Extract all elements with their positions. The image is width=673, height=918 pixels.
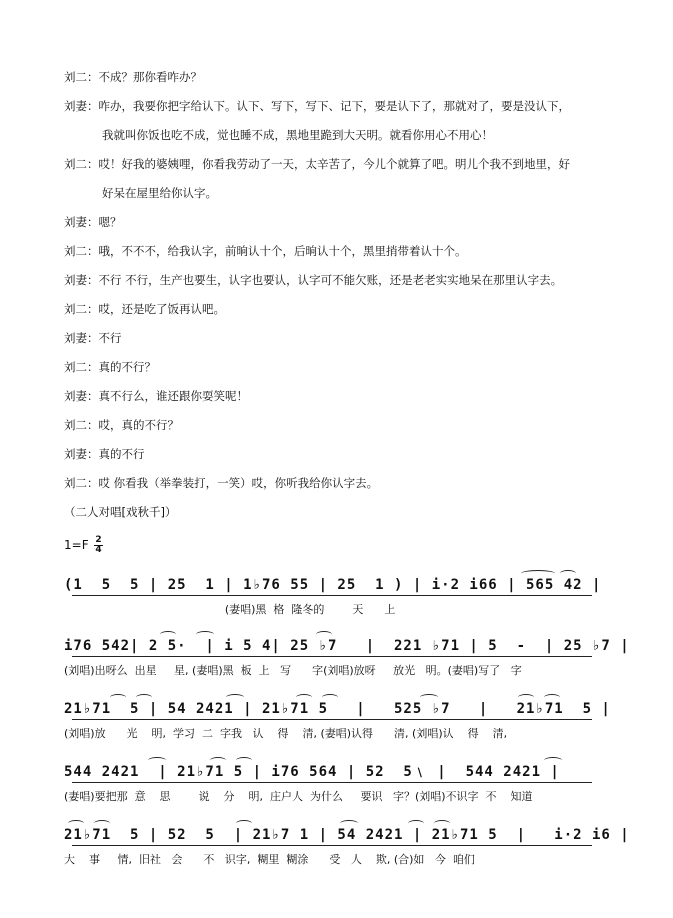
slur-mark <box>226 694 244 701</box>
dialogue-line-continued: 我就叫你饭也吃不成，觉也睡不成，黑地里跪到大天明。就看你用心不用心！ <box>102 128 493 142</box>
slur-mark <box>94 820 110 827</box>
slur-mark <box>296 694 312 701</box>
slur-mark <box>236 757 252 764</box>
score-lyrics-row: (妻唱)黑 格 隆冬的 天 上 <box>64 603 396 616</box>
dialogue-line: 刘妻：不行 不行，生产也要生，认字也要认，认字可不能欠账，还是老老实实地呆在那里认字去。 <box>64 273 563 287</box>
score-notes-row: 21♭71 5 | 52 5 | 21♭7 1 | 54 2421 | 21♭71 5 | i·2 i6 | <box>64 827 630 843</box>
slur-mark <box>68 820 84 827</box>
dialogue-line: 刘二：哎，真的不行？ <box>64 418 179 432</box>
key-signature <box>64 536 103 555</box>
slur-mark <box>196 631 214 638</box>
dialogue-line: 刘妻：不行 <box>64 331 122 345</box>
dialogue-line: 刘二：哎，还是吃了饭再认吧。 <box>64 302 225 316</box>
time-sig-denominator: 4 <box>95 545 102 555</box>
dialogue-line: 刘妻：嗯？ <box>64 215 122 229</box>
slur-mark <box>518 694 534 701</box>
slur-mark <box>236 820 252 827</box>
slur-mark <box>521 570 555 577</box>
slur-mark <box>420 694 438 701</box>
score-lyrics-row: 大 事 情, 旧社 会 不 识字, 糊里 糊涂 受 人 欺, (合)如 今 咱们 <box>64 853 475 866</box>
score-lyrics-row: (刘唱)放 光 明, 学习 二 字我 认 得 清, (妻唱)认得 清, (刘唱)认 得 清, <box>64 727 508 740</box>
time-signature <box>94 536 102 555</box>
section-title: （二人对唱[戏秋千]） <box>64 505 177 519</box>
beam-underline <box>72 595 592 596</box>
score-notes-row: 544 2421 | 21♭71 5 | i76 564 | 52 5﹨ | 544 2421 | <box>64 764 560 780</box>
slur-mark <box>136 694 152 701</box>
score-lyrics-row: (妻唱)要把那 意 思 说 分 明, 庄户人 为什么 要识 字？(刘唱)不识字 不 知道 <box>64 790 533 803</box>
slur-mark <box>210 757 226 764</box>
slur-mark <box>148 757 166 764</box>
dialogue-line: 刘二：不成？那你看咋办？ <box>64 70 202 84</box>
dialogue-line: 刘妻：真的不行 <box>64 447 145 461</box>
dialogue-line-continued: 好呆在屋里给你认字。 <box>102 186 217 200</box>
dialogue-line: 刘二：哦，不不不，给我认字，前晌认十个，后晌认十个，黑里捎带着认十个。 <box>64 244 467 258</box>
beam-underline <box>72 719 592 720</box>
beam-underline <box>72 656 592 657</box>
beam-underline <box>72 845 592 846</box>
score-notes-row: (1 5 5 | 25 1 | 1♭76 55 | 25 1 ) | i·2 i66 | 565 42 | <box>64 577 602 593</box>
slur-mark <box>408 820 424 827</box>
slur-mark <box>544 694 560 701</box>
dialogue-line: 刘二：真的不行？ <box>64 360 156 374</box>
time-sig-numerator: 2 <box>95 535 102 545</box>
slur-mark <box>160 631 176 638</box>
score-notes-row: i76 542| 2 5· | i 5 4| 25 ♭7 | 221 ♭71 | 5 - | 25 ♭7 | <box>64 638 630 654</box>
dialogue-line: 刘妻：真不行么，谁还跟你耍笑呢！ <box>64 389 248 403</box>
slur-mark <box>316 631 332 638</box>
slur-mark <box>110 694 126 701</box>
slur-mark <box>544 757 562 764</box>
dialogue-line: 刘二：哎 你看我（举拳装打，一笑）哎，你听我给你认字去。 <box>64 476 379 490</box>
slur-mark <box>322 694 338 701</box>
slur-mark <box>434 820 450 827</box>
score-lyrics-row: (刘唱)出呀么 出星 星, (妻唱)黑 板 上 写 字(刘唱)放呀 放光 明。(妻唱)写了 字 <box>64 664 522 677</box>
score-notes-row: 21♭71 5 | 54 2421 | 21♭71 5 | 525 ♭7 | 21♭71 5 | <box>64 701 611 717</box>
slur-mark <box>560 570 576 577</box>
beam-underline <box>72 782 592 783</box>
dialogue-line: 刘妻：咋办，我要你把字给认下。认下、写下，写下、记下，要是认下了，那就对了，要是没认下， <box>64 99 570 113</box>
slur-mark <box>340 820 358 827</box>
key-label: 1=F <box>64 538 89 552</box>
dialogue-line: 刘二：哎！好我的婆姨哩，你看我劳动了一天，太辛苦了，今儿个就算了吧。明儿个我不到地里，好 <box>64 157 570 171</box>
